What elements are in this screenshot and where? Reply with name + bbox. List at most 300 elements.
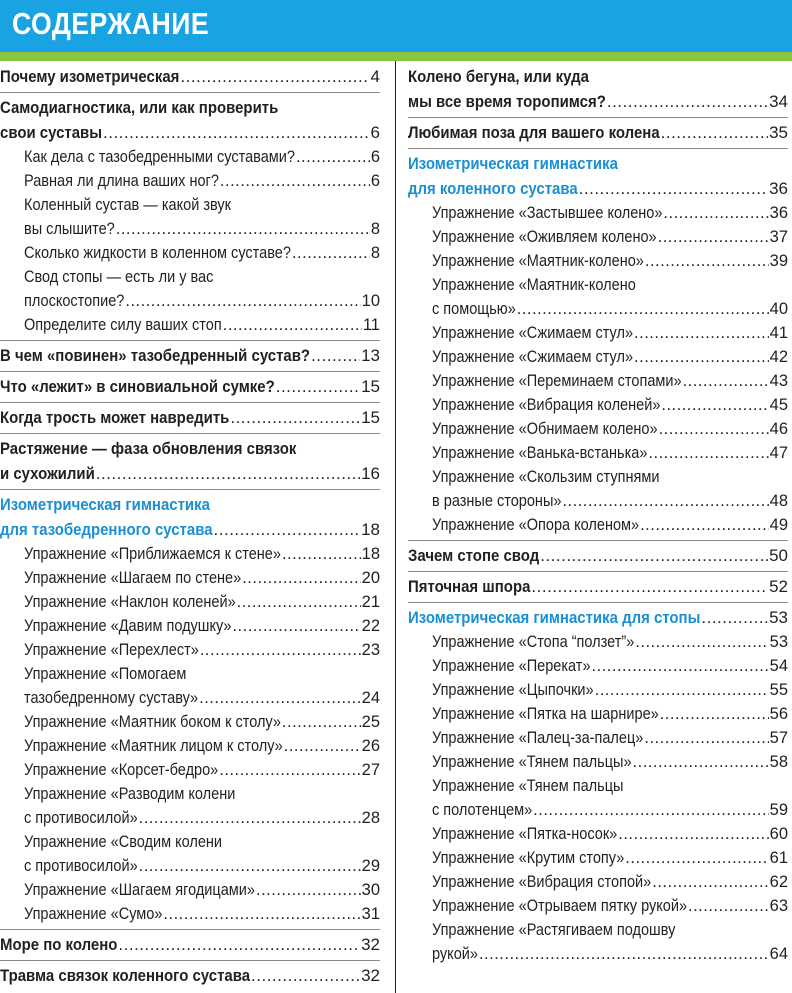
section-separator xyxy=(0,402,380,403)
page-number: 43 xyxy=(769,372,788,390)
toc-entry-title: для коленного сустава xyxy=(408,179,578,198)
toc-entry-line xyxy=(432,345,788,369)
dot-leader xyxy=(311,343,360,368)
toc-entry-line xyxy=(432,321,788,345)
toc-entry-line xyxy=(432,489,788,513)
toc-entry-line xyxy=(432,702,788,726)
page-number: 36 xyxy=(769,204,788,222)
toc-entry-title: с противосилой» xyxy=(24,857,138,875)
toc-entry-line xyxy=(432,465,788,489)
section-separator xyxy=(408,602,788,603)
toc-subentry[interactable] xyxy=(0,566,380,590)
dot-leader xyxy=(199,686,361,710)
toc-section-entry[interactable] xyxy=(408,64,788,114)
toc-entry-title: Упражнение «Тянем пальцы xyxy=(432,777,624,795)
toc-entry-title: Упражнение «Отрываем пятку рукой» xyxy=(432,897,688,915)
toc-entry-line xyxy=(432,798,788,822)
toc-subentry[interactable] xyxy=(0,614,380,638)
toc-entry-line xyxy=(432,870,788,894)
dot-leader xyxy=(652,870,768,894)
toc-entry-line xyxy=(432,726,788,750)
toc-subentry[interactable] xyxy=(408,774,788,822)
section-separator xyxy=(0,340,380,341)
dot-leader xyxy=(232,614,360,638)
toc-entry-title: Упражнение «Обнимаем колено» xyxy=(432,420,658,438)
page-number: 31 xyxy=(361,905,380,923)
toc-subentry[interactable] xyxy=(408,702,788,726)
dot-leader xyxy=(659,417,769,441)
toc-entry-title: Травма связок коленного сустава xyxy=(0,966,251,985)
dot-leader xyxy=(661,120,768,145)
toc-entry-line xyxy=(432,942,788,966)
dot-leader xyxy=(635,630,768,654)
dot-leader xyxy=(479,942,769,966)
toc-subentry[interactable] xyxy=(408,918,788,966)
toc-entry-line xyxy=(432,393,788,417)
dot-leader xyxy=(645,249,769,273)
toc-section-entry[interactable] xyxy=(0,95,380,145)
page-number: 41 xyxy=(769,324,788,342)
toc-subentry[interactable] xyxy=(0,662,380,710)
toc-entry-title: Упражнение «Застывшее колено» xyxy=(432,204,663,222)
toc-subentry[interactable] xyxy=(0,758,380,782)
section-separator xyxy=(408,148,788,149)
toc-entry-title: Упражнение «Стопа “ползет”» xyxy=(432,633,635,651)
dot-leader xyxy=(592,654,769,678)
section-separator xyxy=(0,371,380,372)
toc-entry-line xyxy=(24,542,380,566)
toc-entry-line xyxy=(432,846,788,870)
toc-entry-title: мы все время торопимся? xyxy=(408,92,606,111)
toc-entry-line xyxy=(432,513,788,537)
page-number: 47 xyxy=(769,444,788,462)
page-number: 52 xyxy=(769,577,788,596)
dot-leader xyxy=(125,289,360,313)
toc-entry-line xyxy=(432,249,788,273)
toc-entry-title: Упражнение «Цыпочки» xyxy=(432,681,594,699)
toc-section-entry[interactable] xyxy=(408,543,788,568)
page-number: 20 xyxy=(361,569,380,587)
page-number: 58 xyxy=(769,753,788,771)
page-number: 39 xyxy=(769,252,788,270)
toc-entry-line xyxy=(432,918,788,942)
toc-entry-line xyxy=(24,806,380,830)
toc-subentry[interactable] xyxy=(0,265,380,313)
page-number: 46 xyxy=(769,420,788,438)
toc-entry-line xyxy=(24,686,380,710)
page-number: 34 xyxy=(769,92,788,111)
toc-entry-title: Упражнение «Опора коленом» xyxy=(432,516,640,534)
toc-entry-title: Упражнение «Перекат» xyxy=(432,657,591,675)
page-number: 21 xyxy=(361,593,380,611)
dot-leader xyxy=(223,313,362,337)
toc-subentry[interactable] xyxy=(0,878,380,902)
toc-entry-line xyxy=(432,297,788,321)
dot-leader xyxy=(139,854,361,878)
section-separator xyxy=(0,960,380,961)
toc-entry-title: Изометрическая гимнастика xyxy=(408,154,618,173)
dot-leader xyxy=(688,894,769,918)
toc-entry-title: Упражнение «Сводим колени xyxy=(24,833,223,851)
section-separator xyxy=(408,571,788,572)
page-number: 8 xyxy=(370,244,380,262)
toc-entry-title: Упражнение «Сумо» xyxy=(24,905,163,923)
toc-subentry[interactable] xyxy=(408,846,788,870)
toc-entry-title: Коленный сустав — какой звук xyxy=(24,196,232,214)
dot-leader xyxy=(139,806,361,830)
toc-subentry[interactable] xyxy=(408,678,788,702)
toc-entry-line xyxy=(408,89,788,114)
dot-leader xyxy=(661,393,768,417)
dot-leader xyxy=(242,566,360,590)
page-number: 6 xyxy=(370,172,380,190)
toc-entry-line xyxy=(0,343,380,368)
toc-entry-title: Упражнение «Маятник боком к столу» xyxy=(24,713,281,731)
dot-leader xyxy=(648,441,768,465)
page-number: 64 xyxy=(769,945,788,963)
toc-subentry[interactable] xyxy=(0,145,380,169)
toc-entry-line xyxy=(0,932,380,957)
toc-entry-title: Упражнение «Ванька-встанька» xyxy=(432,444,648,462)
dot-leader xyxy=(214,517,361,542)
toc-entry-title: Когда трость может навредить xyxy=(0,408,230,427)
page-number: 15 xyxy=(361,377,380,396)
toc-entry-title: Упражнение «Маятник-колено» xyxy=(432,252,644,270)
toc-subentry[interactable] xyxy=(0,902,380,926)
toc-entry-line xyxy=(432,225,788,249)
dot-leader xyxy=(230,405,360,430)
toc-section-entry[interactable] xyxy=(408,120,788,145)
toc-entry-line xyxy=(0,405,380,430)
toc-entry-line xyxy=(24,145,380,169)
toc-entry-line xyxy=(0,436,380,461)
page-number: 54 xyxy=(769,657,788,675)
page-number: 59 xyxy=(769,801,788,819)
toc-subentry[interactable] xyxy=(408,345,788,369)
toc-subentry[interactable] xyxy=(0,638,380,662)
toc-subentry[interactable] xyxy=(408,273,788,321)
toc-entry-line xyxy=(24,566,380,590)
header-stripe xyxy=(0,52,792,61)
toc-entry-title: Упражнение «Переминаем стопами» xyxy=(432,372,682,390)
toc-entry-title: Почему изометрическая xyxy=(0,67,180,86)
toc-entry-title: Упражнение «Растягиваем подошву xyxy=(432,921,676,939)
toc-entry-title: Упражнение «Крутим стопу» xyxy=(432,849,625,867)
toc-subentry[interactable] xyxy=(408,822,788,846)
page-number: 35 xyxy=(769,123,788,142)
toc-entry-title: Упражнение «Сжимаем стул» xyxy=(432,348,634,366)
toc-entry-title: Изометрическая гимнастика для стопы xyxy=(408,608,701,627)
toc-entry-line xyxy=(432,774,788,798)
section-separator xyxy=(0,433,380,434)
toc-entry-title: с полотенцем» xyxy=(432,801,533,819)
toc-entry-title: Упражнение «Пятка на шарнире» xyxy=(432,705,659,723)
toc-entry-title: Упражнение «Маятник лицом к столу» xyxy=(24,737,283,755)
dot-leader xyxy=(517,297,769,321)
dot-leader xyxy=(660,702,769,726)
toc-subentry[interactable] xyxy=(0,830,380,878)
section-separator xyxy=(0,929,380,930)
toc-section-entry[interactable] xyxy=(408,574,788,599)
dot-leader xyxy=(284,734,361,758)
dot-leader xyxy=(276,374,360,399)
toc-subentry[interactable] xyxy=(408,417,788,441)
toc-entry-line xyxy=(24,289,380,313)
dot-leader xyxy=(256,878,361,902)
page-number: 8 xyxy=(370,220,380,238)
dot-leader xyxy=(118,932,360,957)
dot-leader xyxy=(658,225,769,249)
toc-entry-line xyxy=(24,758,380,782)
toc-section-entry[interactable] xyxy=(0,963,380,988)
toc-subentry[interactable] xyxy=(408,249,788,273)
page-number: 18 xyxy=(361,520,380,539)
toc-entry-line xyxy=(408,64,788,89)
toc-entry-line xyxy=(24,241,380,265)
toc-subentry[interactable] xyxy=(408,654,788,678)
page-number: 22 xyxy=(361,617,380,635)
toc-entry-title: свои суставы xyxy=(0,123,103,142)
toc-entry-title: Что «лежит» в синовиальной сумке? xyxy=(0,377,275,396)
dot-leader xyxy=(579,176,768,201)
section-separator xyxy=(408,117,788,118)
toc-entry-title: Упражнение «Тянем пальцы» xyxy=(432,753,632,771)
toc-chapter-heading[interactable] xyxy=(0,492,380,542)
toc-entry-title: Упражнение «Перехлест» xyxy=(24,641,199,659)
toc-subentry[interactable] xyxy=(0,734,380,758)
toc-entry-line xyxy=(24,662,380,686)
dot-leader xyxy=(633,750,769,774)
toc-subentry[interactable] xyxy=(408,750,788,774)
toc-subentry[interactable] xyxy=(408,894,788,918)
toc-entry-line xyxy=(24,710,380,734)
toc-entry-line xyxy=(24,854,380,878)
toc-entry-line xyxy=(432,369,788,393)
toc-entry-title: Свод стопы — есть ли у вас xyxy=(24,268,214,286)
toc-entry-title: Зачем стопе свод xyxy=(408,546,540,565)
toc-section-entry[interactable] xyxy=(0,932,380,957)
page-number: 61 xyxy=(769,849,788,867)
header-banner xyxy=(0,0,792,52)
toc-entry-title: В чем «повинен» тазобедренный сустав? xyxy=(0,346,311,365)
toc-entry-line xyxy=(24,734,380,758)
page-number: 6 xyxy=(370,148,380,166)
toc-entry-title: с противосилой» xyxy=(24,809,138,827)
dot-leader xyxy=(634,321,769,345)
page-number: 50 xyxy=(769,546,788,565)
toc-entry-line xyxy=(432,441,788,465)
dot-leader xyxy=(219,758,360,782)
toc-entry-line xyxy=(0,492,380,517)
toc-entry-title: Упражнение «Скользим ступнями xyxy=(432,468,660,486)
toc-subentry[interactable] xyxy=(0,590,380,614)
toc-entry-line xyxy=(432,822,788,846)
toc-entry-title: Самодиагностика, или как проверить xyxy=(0,98,279,117)
toc-entry-title: тазобедренному суставу» xyxy=(24,689,199,707)
page-number: 56 xyxy=(769,705,788,723)
dot-leader xyxy=(625,846,768,870)
toc-entry-line xyxy=(0,374,380,399)
toc-entry-line xyxy=(24,265,380,289)
toc-entry-line xyxy=(24,193,380,217)
dot-leader xyxy=(220,169,370,193)
toc-subentry[interactable] xyxy=(0,241,380,265)
dot-leader xyxy=(540,543,768,568)
toc-section-entry[interactable] xyxy=(0,343,380,368)
toc-entry-line xyxy=(24,217,380,241)
toc-section-entry[interactable] xyxy=(0,405,380,430)
dot-leader xyxy=(116,217,370,241)
toc-entry-title: Определите силу ваших стоп xyxy=(24,316,222,334)
page-number: 26 xyxy=(361,737,380,755)
page-number: 15 xyxy=(361,408,380,427)
toc-entry-line xyxy=(24,169,380,193)
dot-leader xyxy=(282,710,361,734)
dot-leader xyxy=(251,963,360,988)
toc-entry-line xyxy=(432,894,788,918)
toc-entry-line xyxy=(24,614,380,638)
page-number: 13 xyxy=(361,346,380,365)
page-number: 37 xyxy=(769,228,788,246)
toc-entry-title: вы слышите? xyxy=(24,220,115,238)
toc-subentry[interactable] xyxy=(408,321,788,345)
dot-leader xyxy=(163,902,360,926)
toc-subentry[interactable] xyxy=(0,542,380,566)
page-number: 23 xyxy=(361,641,380,659)
toc-entry-line xyxy=(24,902,380,926)
toc-entry-title: Изометрическая гимнастика xyxy=(0,495,210,514)
dot-leader xyxy=(701,605,768,630)
toc-entry-title: Пяточная шпора xyxy=(408,577,531,596)
toc-entry-line xyxy=(24,782,380,806)
toc-subentry[interactable] xyxy=(408,369,788,393)
page-number: 53 xyxy=(769,608,788,627)
toc-section-entry[interactable] xyxy=(0,64,380,89)
dot-leader xyxy=(533,798,768,822)
dot-leader xyxy=(683,369,769,393)
toc-entry-line xyxy=(432,201,788,225)
toc-entry-title: Колено бегуна, или куда xyxy=(408,67,589,86)
page-number: 62 xyxy=(769,873,788,891)
toc-subentry[interactable] xyxy=(408,465,788,513)
toc-subentry[interactable] xyxy=(408,630,788,654)
toc-entry-line xyxy=(24,590,380,614)
page-number: 49 xyxy=(769,516,788,534)
toc-section-entry[interactable] xyxy=(0,374,380,399)
page-number: 11 xyxy=(362,316,380,334)
toc-subentry[interactable] xyxy=(0,782,380,830)
dot-leader xyxy=(531,574,768,599)
toc-entry-title: Упражнение «Корсет-бедро» xyxy=(24,761,219,779)
page-number: 48 xyxy=(769,492,788,510)
toc-entry-line xyxy=(408,176,788,201)
dot-leader xyxy=(644,726,768,750)
page-number: 16 xyxy=(361,464,380,483)
dot-leader xyxy=(663,201,768,225)
toc-subentry[interactable] xyxy=(408,201,788,225)
toc-entry-line xyxy=(24,830,380,854)
toc-subentry[interactable] xyxy=(408,870,788,894)
page-title: СОДЕРЖАНИЕ xyxy=(12,6,210,41)
dot-leader xyxy=(96,461,360,486)
dot-leader xyxy=(562,489,768,513)
toc-entry-line xyxy=(408,574,788,599)
toc-entry-title: Упражнение «Шагаем ягодицами» xyxy=(24,881,255,899)
toc-subentry[interactable] xyxy=(408,441,788,465)
page-number: 36 xyxy=(769,179,788,198)
page-number: 29 xyxy=(361,857,380,875)
toc-entry-line xyxy=(432,654,788,678)
toc-entry-title: Упражнение «Сжимаем стул» xyxy=(432,324,634,342)
page-number: 18 xyxy=(361,545,380,563)
dot-leader xyxy=(634,345,769,369)
toc-entry-line xyxy=(24,638,380,662)
toc-entry-line xyxy=(0,64,380,89)
toc-entry-title: Упражнение «Маятник-колено xyxy=(432,276,636,294)
toc-entry-line xyxy=(408,151,788,176)
toc-entry-title: Упражнение «Шагаем по стене» xyxy=(24,569,242,587)
toc-column-right xyxy=(408,64,788,966)
toc-entry-line xyxy=(432,630,788,654)
toc-subentry[interactable] xyxy=(408,225,788,249)
page-number: 25 xyxy=(361,713,380,731)
toc-entry-title: рукой» xyxy=(432,945,478,963)
dot-leader xyxy=(292,241,370,265)
dot-leader xyxy=(640,513,769,537)
toc-subentry[interactable] xyxy=(0,313,380,337)
toc-subentry[interactable] xyxy=(408,393,788,417)
toc-chapter-heading[interactable] xyxy=(408,151,788,201)
toc-subentry[interactable] xyxy=(0,169,380,193)
toc-entry-title: с помощью» xyxy=(432,300,516,318)
toc-entry-line xyxy=(432,417,788,441)
toc-entry-title: Равная ли длина ваших ног? xyxy=(24,172,219,190)
page-number: 4 xyxy=(370,67,380,86)
page-number: 40 xyxy=(769,300,788,318)
toc-subentry[interactable] xyxy=(0,710,380,734)
toc-entry-title: в разные стороны» xyxy=(432,492,562,510)
toc-entry-line xyxy=(24,878,380,902)
page-number: 57 xyxy=(769,729,788,747)
toc-section-entry[interactable] xyxy=(0,436,380,486)
toc-chapter-heading[interactable] xyxy=(408,605,788,630)
toc-entry-line xyxy=(0,95,380,120)
page-number: 24 xyxy=(361,689,380,707)
section-separator xyxy=(408,540,788,541)
toc-subentry[interactable] xyxy=(408,513,788,537)
toc-entry-line xyxy=(0,963,380,988)
dot-leader xyxy=(282,542,361,566)
toc-entry-line xyxy=(432,273,788,297)
section-separator xyxy=(0,489,380,490)
toc-entry-title: Любимая поза для вашего колена xyxy=(408,123,660,142)
toc-entry-title: Упражнение «Разводим колени xyxy=(24,785,236,803)
section-separator xyxy=(0,92,380,93)
toc-entry-title: Море по колено xyxy=(0,935,118,954)
toc-entry-title: Упражнение «Пятка-носок» xyxy=(432,825,618,843)
toc-subentry[interactable] xyxy=(408,726,788,750)
page-number: 60 xyxy=(769,825,788,843)
toc-entry-title: Как дела с тазобедренными суставами? xyxy=(24,148,295,166)
toc-subentry[interactable] xyxy=(0,193,380,241)
toc-entry-line xyxy=(408,605,788,630)
toc-entry-line xyxy=(408,543,788,568)
column-divider xyxy=(395,61,396,993)
toc-entry-line xyxy=(0,461,380,486)
toc-entry-title: Сколько жидкости в коленном суставе? xyxy=(24,244,291,262)
toc-entry-line xyxy=(432,750,788,774)
toc-entry-title: для тазобедренного сустава xyxy=(0,520,213,539)
